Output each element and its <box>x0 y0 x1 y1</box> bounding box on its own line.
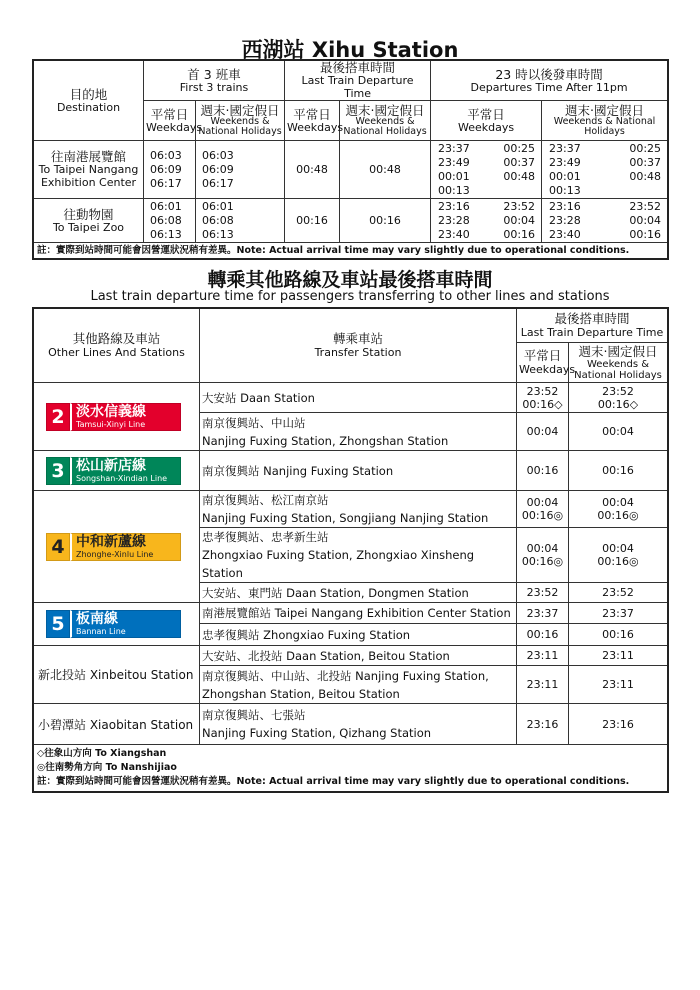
last-train-weekdays: 00:48 <box>285 141 340 199</box>
table-row <box>34 704 668 745</box>
weekends-time: 23:37 <box>569 603 668 624</box>
first-trains-weekends: 06:03 06:09 06:17 <box>196 141 285 199</box>
after-11pm-header: 23 時以後發車時間 Departures Time After 11pm <box>431 61 668 101</box>
weekdays-time: 00:04 <box>517 413 569 451</box>
weekends-time: 00:04 <box>569 413 668 451</box>
transfer-title: 轉乘其他路線及車站最後搭車時間 <box>207 269 493 291</box>
weekends-header: 週末‧國定假日 Weekends & National Holidays <box>196 101 285 141</box>
first-trains-weekends: 06:01 06:08 06:13 <box>196 199 285 243</box>
transfer-station: 南港展覽館站 Taipei Nangang Exhibition Center Station <box>200 603 517 624</box>
line-cell <box>34 383 200 451</box>
last-train-weekends: 00:16 <box>340 199 431 243</box>
station-header: 轉乘車站 Transfer Station <box>200 309 517 383</box>
weekdays-header: 平常日 Weekdays <box>144 101 196 141</box>
station-cell: 新北投站 Xinbeitou Station <box>34 646 200 704</box>
weekdays-header: 平常日 Weekdays <box>285 101 340 141</box>
legend-nanshijiao: ◎往南勢角方向 To Nanshijiao <box>37 762 177 773</box>
transfer-station: 南京復興站、中山站 Nanjing Fuxing Station, Zhongshan Station <box>200 413 517 451</box>
weekends-header: 週末‧國定假日 Weekends & National Holidays <box>542 101 668 141</box>
destination-header: 目的地 Destination <box>34 61 144 141</box>
table-row <box>34 603 668 624</box>
page-title: 西湖站 Xihu Station <box>241 38 459 62</box>
weekends-time: 23:11 <box>569 666 668 704</box>
table-row <box>34 141 668 199</box>
after-11pm-weekends: 23:37 00:25 23:49 00:37 00:01 00:48 00:13 <box>542 141 668 199</box>
transfer-notes <box>34 745 668 792</box>
line-badge-zhonghe-xinlu: 4 中和新蘆線 Zhonghe-Xinlu Line <box>46 533 181 561</box>
weekends-time: 23:52 00:16◇ <box>569 383 668 413</box>
weekends-time: 00:04 00:16◎ <box>569 491 668 528</box>
weekends-time: 23:52 <box>569 583 668 603</box>
transfer-station: 大安站、北投站 Daan Station, Beitou Station <box>200 646 517 666</box>
line-cell <box>34 451 200 491</box>
weekends-time: 00:04 00:16◎ <box>569 528 668 583</box>
transfer-station: 忠孝復興站 Zhongxiao Fuxing Station <box>200 624 517 646</box>
line-badge-songshan-xindian: 3 松山新店線 Songshan-Xindian Line <box>46 457 181 485</box>
transfer-station: 大安站 Daan Station <box>200 383 517 413</box>
weekdays-time: 00:04 00:16◎ <box>517 491 569 528</box>
line-badge-bannan: 5 板南線 Bannan Line <box>46 610 181 638</box>
line-cell <box>34 603 200 646</box>
line-badge-tamsui-xinyi: 2 淡水信義線 Tamsui-Xinyi Line <box>46 403 181 431</box>
weekdays-time: 23:37 <box>517 603 569 624</box>
last-train-header: 最後搭車時間 Last Train Departure Time <box>285 61 431 101</box>
line-cell <box>34 491 200 603</box>
weekdays-time: 23:52 <box>517 583 569 603</box>
after-11pm-weekdays: 23:37 00:25 23:49 00:37 00:01 00:48 00:13 <box>431 141 542 199</box>
transfer-station: 南京復興站、七張站 Nanjing Fuxing Station, Qizhang Station <box>200 704 517 745</box>
table-row <box>34 491 668 528</box>
weekdays-time: 23:11 <box>517 666 569 704</box>
table-row <box>34 451 668 491</box>
weekdays-time: 23:52 00:16◇ <box>517 383 569 413</box>
transfer-note: 註：實際到站時間可能會因營運狀況稍有差異。Note: Actual arrival time may vary slightly due to operational conditions. <box>37 776 630 787</box>
first-trains-weekdays: 06:03 06:09 06:17 <box>144 141 196 199</box>
destination-cell: 往動物園 To Taipei Zoo <box>34 199 144 243</box>
weekdays-time: 00:16 <box>517 451 569 491</box>
transfer-station: 南京復興站、中山站、北投站 Nanjing Fuxing Station, Zhongshan Station, Beitou Station <box>200 666 517 704</box>
transfer-station: 南京復興站 Nanjing Fuxing Station <box>200 451 517 491</box>
weekends-time: 23:11 <box>569 646 668 666</box>
first-trains-weekdays: 06:01 06:08 06:13 <box>144 199 196 243</box>
transfer-station: 南京復興站、松江南京站 Nanjing Fuxing Station, Songjiang Nanjing Station <box>200 491 517 528</box>
last-train-header: 最後搭車時間 Last Train Departure Time <box>517 309 668 343</box>
weekdays-time: 00:04 00:16◎ <box>517 528 569 583</box>
weekdays-time: 23:16 <box>517 704 569 745</box>
weekends-time: 00:16 <box>569 451 668 491</box>
transfer-station: 大安站、東門站 Daan Station, Dongmen Station <box>200 583 517 603</box>
timetable-note: 註：實際到站時間可能會因營運狀況稍有差異。Note: Actual arrival time may vary slightly due to operational conditions. <box>34 243 668 259</box>
transfer-subtitle: Last train departure time for passengers transferring to other lines and stations <box>90 289 610 304</box>
weekdays-header: 平常日 Weekdays <box>431 101 542 141</box>
lines-header: 其他路線及車站 Other Lines And Stations <box>34 309 200 383</box>
last-train-weekends: 00:48 <box>340 141 431 199</box>
transfer-station: 忠孝復興站、忠孝新生站 Zhongxiao Fuxing Station, Zhongxiao Xinsheng Station <box>200 528 517 583</box>
table-row <box>34 383 668 413</box>
table-row <box>34 646 668 666</box>
weekends-time: 23:16 <box>569 704 668 745</box>
weekends-header: 週末‧國定假日 Weekends & National Holidays <box>569 343 668 383</box>
table-row <box>34 199 668 243</box>
station-cell: 小碧潭站 Xiaobitan Station <box>34 704 200 745</box>
after-11pm-weekdays: 23:16 23:52 23:28 00:04 23:40 00:16 <box>431 199 542 243</box>
timetable <box>33 60 668 259</box>
weekends-header: 週末‧國定假日 Weekends & National Holidays <box>340 101 431 141</box>
legend-xiangshan: ◇往象山方向 To Xiangshan <box>37 748 167 759</box>
transfer-table <box>33 308 668 792</box>
destination-cell: 往南港展覽館 To Taipei Nangang Exhibition Center <box>34 141 144 199</box>
after-11pm-weekends: 23:16 23:52 23:28 00:04 23:40 00:16 <box>542 199 668 243</box>
last-train-weekdays: 00:16 <box>285 199 340 243</box>
weekdays-header: 平常日 Weekdays <box>517 343 569 383</box>
weekdays-time: 00:16 <box>517 624 569 646</box>
weekends-time: 00:16 <box>569 624 668 646</box>
weekdays-time: 23:11 <box>517 646 569 666</box>
first-trains-header: 首 3 班車 First 3 trains <box>144 61 285 101</box>
